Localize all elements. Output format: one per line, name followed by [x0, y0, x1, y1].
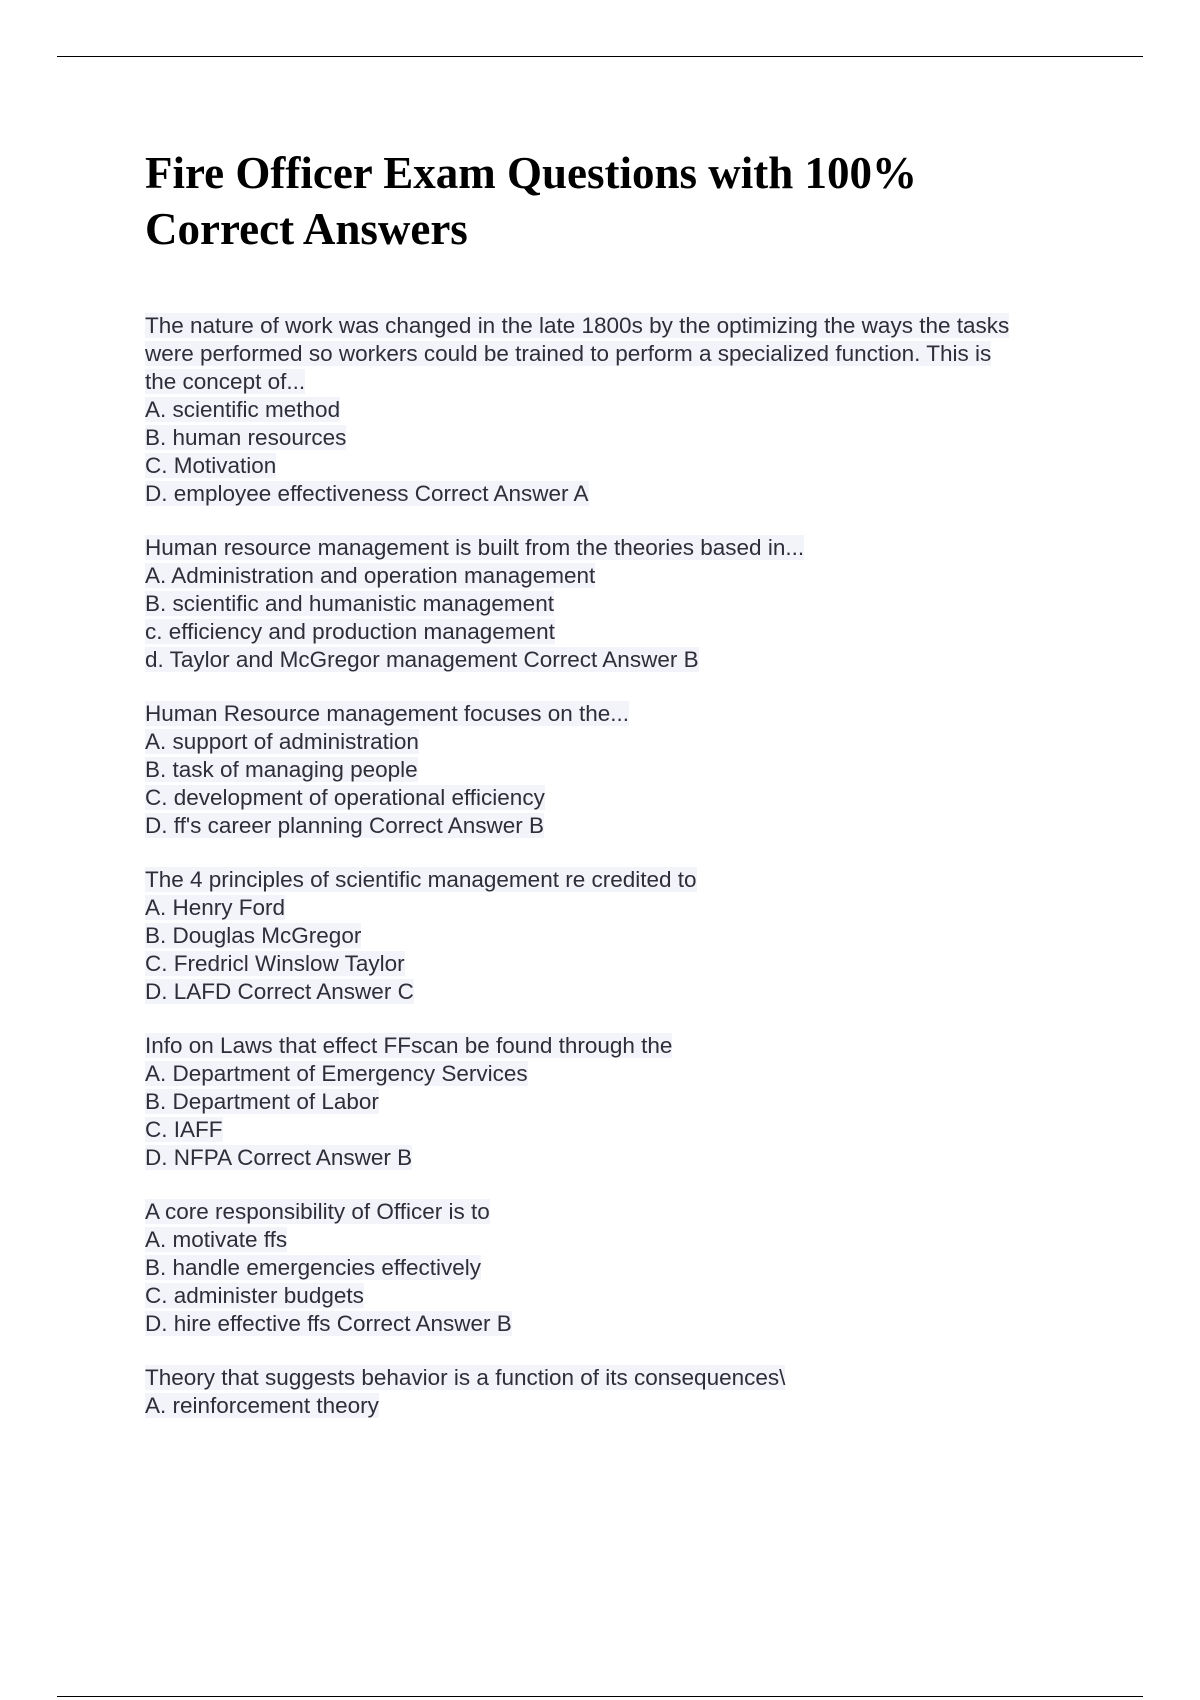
question-block: [145, 700, 1085, 840]
question-stem-line: The 4 principles of scientific management re credited to: [145, 867, 697, 892]
answer-option: B. handle emergencies effectively: [145, 1255, 482, 1280]
answer-option: A. motivate ffs: [145, 1227, 288, 1252]
title-line-1: Fire Officer Exam Questions with 100%: [145, 148, 918, 198]
question-block: [145, 866, 1085, 1006]
answer-option: A. Henry Ford: [145, 895, 286, 920]
question-stem-line: Theory that suggests behavior is a function of its consequences\: [145, 1365, 786, 1390]
answer-option: C. development of operational efficiency: [145, 785, 545, 810]
answer-option: D. LAFD Correct Answer C: [145, 979, 414, 1004]
answer-option: A. Administration and operation management: [145, 563, 596, 588]
question-block: [145, 1364, 1085, 1420]
answer-option: B. Department of Labor: [145, 1089, 379, 1114]
answer-option: d. Taylor and McGregor management Correct Answer B: [145, 647, 699, 672]
question-block: [145, 1198, 1085, 1338]
question-block: [145, 534, 1085, 674]
question-block: [145, 312, 1085, 508]
document-title: [145, 145, 1105, 257]
answer-option: D. hire effective ffs Correct Answer B: [145, 1311, 512, 1336]
question-stem-line: were performed so workers could be trained to perform a specialized function. This is: [145, 341, 992, 366]
answer-option: c. efficiency and production management: [145, 619, 555, 644]
answer-option: D. ff's career planning Correct Answer B: [145, 813, 545, 838]
title-line-2: Correct Answers: [145, 204, 468, 254]
answer-option: D. employee effectiveness Correct Answer A: [145, 481, 589, 506]
answer-option: C. administer budgets: [145, 1283, 364, 1308]
answer-option: A. scientific method: [145, 397, 341, 422]
question-stem-line: Human resource management is built from the theories based in...: [145, 535, 805, 560]
questions-list: [145, 312, 1085, 1446]
answer-option: C. IAFF: [145, 1117, 223, 1142]
answer-option: B. Douglas McGregor: [145, 923, 362, 948]
answer-option: C. Fredricl Winslow Taylor: [145, 951, 405, 976]
answer-option: A. Department of Emergency Services: [145, 1061, 528, 1086]
question-stem-line: A core responsibility of Officer is to: [145, 1199, 490, 1224]
answer-option: B. human resources: [145, 425, 347, 450]
answer-option: B. scientific and humanistic management: [145, 591, 554, 616]
answer-option: D. NFPA Correct Answer B: [145, 1145, 413, 1170]
answer-option: C. Motivation: [145, 453, 277, 478]
bottom-rule: [57, 1696, 1143, 1697]
question-stem-line: the concept of...: [145, 369, 306, 394]
question-stem-line: The nature of work was changed in the late 1800s by the optimizing the ways the tasks: [145, 313, 1010, 338]
top-rule: [57, 56, 1143, 57]
answer-option: A. support of administration: [145, 729, 419, 754]
question-stem-line: Info on Laws that effect FFscan be found through the: [145, 1033, 673, 1058]
answer-option: B. task of managing people: [145, 757, 418, 782]
question-stem-line: Human Resource management focuses on the...: [145, 701, 630, 726]
answer-option: A. reinforcement theory: [145, 1393, 379, 1418]
question-block: [145, 1032, 1085, 1172]
